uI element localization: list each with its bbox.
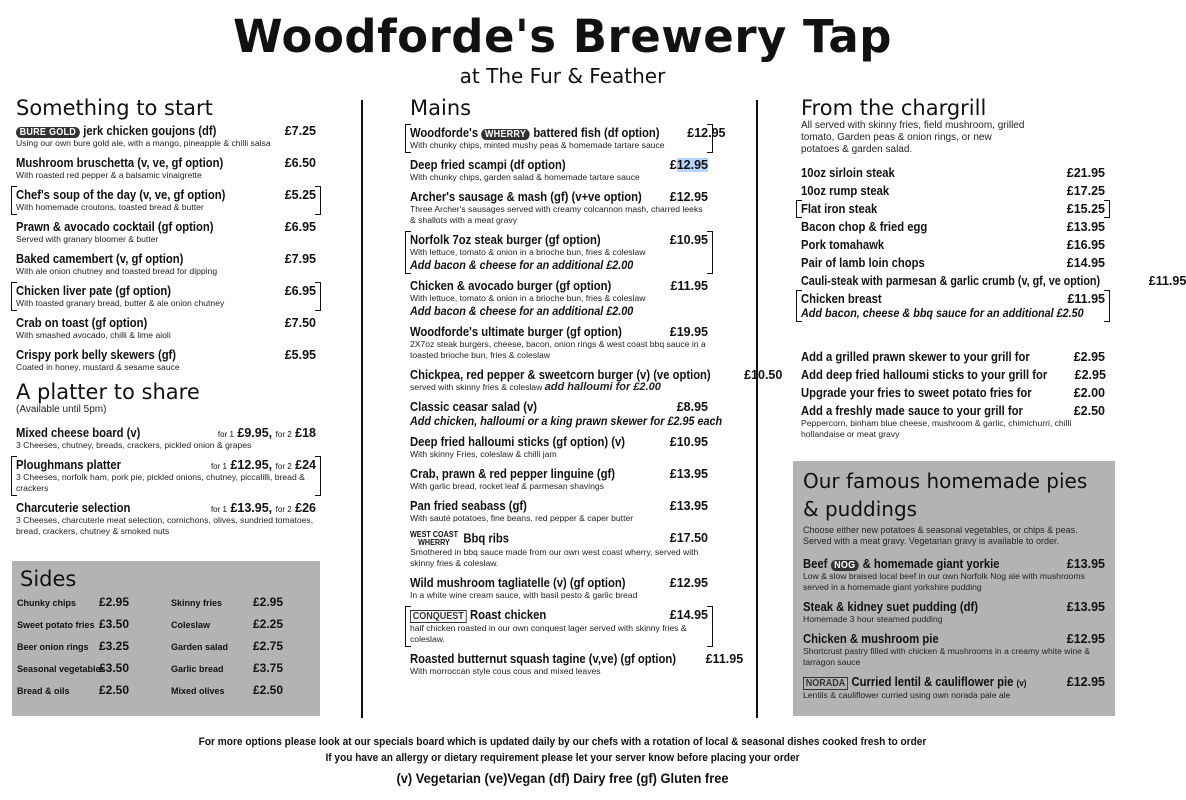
item-description: With sauté potatoes, fine beans, red pepper & caper butter [410, 513, 634, 523]
grill-column [801, 96, 1186, 447]
item-name: 10oz rump steak [801, 184, 890, 198]
item-name: Chicken & avocado burger (gf option) [410, 279, 612, 293]
grill-addon [801, 350, 1105, 364]
item-description: Coated in honey, mustard & sesame sauce [16, 362, 180, 372]
item-price: £12.95 [1066, 675, 1105, 689]
menu-item [410, 233, 708, 272]
item-price: £13.95 [1066, 600, 1105, 614]
menu-item [801, 274, 1186, 288]
bracket-mark [707, 124, 713, 153]
menu-item [16, 252, 316, 277]
addon-description: Peppercorn, binham blue cheese, mushroom & garlic, chimichurri, chilli hollandaise or meat gravy [801, 418, 1072, 439]
item-price: £17.25 [1066, 184, 1105, 198]
section-heading-platter: A platter to share [16, 380, 200, 404]
sides-list [17, 595, 317, 697]
menu-item [410, 368, 783, 393]
side-name: Seasonal vegetables [17, 664, 106, 674]
item-description: With lettuce, tomato & onion in a brioche bun, fries & coleslaw [410, 247, 646, 257]
side-price: £2.75 [253, 639, 284, 653]
column-divider [756, 100, 758, 718]
item-description: With lettuce, tomato & onion in a brioche bun, fries & coleslaw [410, 293, 646, 303]
menu-item [410, 400, 723, 428]
section-heading-start: Something to start [16, 96, 213, 120]
menu-item [16, 156, 316, 181]
starters-column [16, 96, 316, 544]
section-heading-mains: Mains [410, 96, 472, 120]
item-description: Three Archer's sausages served with creamy colcannon mash, charred leeks & shallots with a meat gravy [410, 204, 703, 225]
item-addon: Add bacon & cheese for an additional £2.00 [410, 258, 634, 272]
item-description: Shortcrust pastry filled with chicken & mushrooms in a creamy white wine & tarragon sauce [803, 646, 1091, 667]
item-description: 2X7oz steak burgers, cheese, bacon, onion rings & west coast bbq sauce in a toasted brioche bun, fries & coleslaw [410, 339, 706, 360]
item-price: £12.95 [669, 158, 708, 172]
item-description: With chunky chips, minted mushy peas & homemade tartare sauce [410, 140, 665, 150]
item-description: Low & slow braised local beef in our own Norfolk Nog ale with mushrooms served in a homemade giant yorkshire pudding [803, 571, 1085, 592]
bracket-mark [1104, 200, 1110, 218]
bracket-mark [315, 282, 321, 311]
item-name: Crispy pork belly skewers (gf) [16, 348, 177, 362]
item-name: Ploughmans platter [16, 458, 122, 472]
item-description: Served with granary bloomer & butter [16, 234, 159, 244]
item-description: half chicken roasted in our own conquest lager served with skinny fries & coleslaw. [410, 623, 687, 644]
menu-item [801, 220, 1105, 234]
item-name: Chef's soup of the day (v, ve, gf option) [16, 188, 226, 202]
menu-item [16, 348, 316, 373]
item-name: Wild mushroom tagliatelle (v) (gf option) [410, 576, 626, 590]
item-description: With ale onion chutney and toasted bread for dipping [16, 266, 218, 276]
menu-item [16, 501, 316, 537]
item-price: £7.95 [284, 252, 316, 266]
sides-panel [12, 561, 320, 716]
item-name: Crab, prawn & red pepper linguine (gf) [410, 467, 616, 481]
item-addon: Add bacon & cheese for an additional £2.00 [410, 304, 634, 318]
item-description: With skinny Fries, coleslaw & chilli jam [410, 449, 557, 459]
item-name: Crab on toast (gf option) [16, 316, 148, 330]
addon-name: Add a grilled prawn skewer to your grill for [801, 350, 1030, 364]
item-description: With garlic bread, rocket leaf & parmesan shavings [410, 481, 604, 491]
menu-item [801, 184, 1105, 198]
side-price: £2.25 [253, 617, 284, 631]
menu-item [16, 220, 316, 245]
item-name: Cauli-steak with parmesan & garlic crumb (v, gf, ve option) [801, 274, 1101, 288]
mains-column [410, 96, 783, 684]
item-description: Smothered in bbq sauce made from our own west coast wherry, served with skinny fries & coleslaw. [410, 547, 699, 568]
item-addon: Add chicken, halloumi or a king prawn skewer for £2.95 each [410, 414, 723, 428]
item-price: £6.50 [284, 156, 316, 170]
item-price: £19.95 [669, 325, 708, 339]
side-name: Garlic bread [171, 664, 224, 674]
menu-item [410, 325, 708, 361]
side-name: Sweet potato fries [17, 620, 95, 630]
item-description: With homemade croutons, toasted bread & butter [16, 202, 204, 212]
side-price: £2.95 [253, 595, 284, 609]
item-name: Baked camembert (v, gf option) [16, 252, 184, 266]
item-price: for 1 £13.95, for 2 £26 [210, 501, 316, 515]
menu-item [410, 435, 708, 460]
item-name: Deep fried scampi (df option) [410, 158, 566, 172]
menu-item: Woodforde's WHERRY battered fish (df option) £12.95 With chunky chips, minted mushy peas & homemade tartare sauce [410, 126, 708, 151]
side-name: Bread & oils [17, 686, 70, 696]
item-description: Homemade 3 hour steamed pudding [803, 614, 943, 624]
side-name: Garden salad [171, 642, 229, 652]
item-name: Pair of lamb loin chops [801, 256, 925, 270]
pies-note: Choose either new potatoes & seasonal vegetables, or chips & peas. Served with a meat gravy. Vegetarian gravy is available to order. [803, 525, 1078, 546]
item-name: Pork tomahawk [801, 238, 885, 252]
menu-item: CONQUEST Roast chicken £14.95 half chicken roasted in our own conquest lager served with skinny fries & coleslaw. [410, 608, 708, 645]
item-price: £14.95 [669, 608, 708, 622]
menu-item [410, 576, 708, 601]
item-name: 10oz sirloin steak [801, 166, 895, 180]
dietary-legend: (v) Vegetarian (ve)Vegan (df) Dairy free (gf) Gluten free [396, 770, 729, 786]
item-description: 3 Cheeses, charcuterie meat selection, cornichons, olives, sundried tomatoes, bread, crackers, chutney & smoked nuts [16, 515, 314, 536]
bracket-mark [315, 186, 321, 215]
item-description: 3 Cheeses, norfolk ham, pork pie, pickled onions, chutney, piccalilli, bread & crackers [16, 472, 305, 493]
menu-item [410, 499, 708, 524]
item-price: £15.25 [1066, 202, 1105, 216]
item-name: Woodforde's ultimate burger (gf option) [410, 325, 622, 339]
item-name: Bacon chop & fried egg [801, 220, 928, 234]
item-price: £13.95 [1066, 220, 1105, 234]
page-subtitle: at The Fur & Feather [459, 64, 666, 88]
addon-price: £2.95 [1074, 368, 1106, 382]
item-price: £12.95 [669, 576, 708, 590]
side-price: £2.50 [253, 683, 284, 697]
item-price: for 1 £9.95, for 2 £18 [217, 426, 316, 440]
bracket-mark [707, 231, 713, 274]
item-name: Mushroom bruschetta (v, ve, gf option) [16, 156, 224, 170]
item-description: served with skinny fries & coleslaw add halloumi for £2.00 [410, 381, 661, 393]
menu-item [801, 202, 1105, 216]
item-name: Chickpea, red pepper & sweetcorn burger (v) (ve option) [410, 368, 711, 382]
item-name: Norfolk 7oz steak burger (gf option) [410, 233, 601, 247]
page-title: Woodforde's Brewery Tap [233, 10, 892, 63]
item-price: £8.95 [676, 400, 708, 414]
menu-item [410, 158, 708, 183]
item-name: Deep fried halloumi sticks (gf option) (v) [410, 435, 626, 449]
grill-addon [801, 368, 1105, 382]
item-price: £5.95 [284, 348, 316, 362]
menu-item [801, 166, 1105, 180]
addon-name: Upgrade your fries to sweet potato fries for [801, 386, 1032, 400]
menu-item [410, 467, 708, 492]
menu-item: NORADA Curried lentil & cauliflower pie (v) £12.95 Lentils & cauliflower curried using own norada pale ale [803, 675, 1105, 700]
grill-note: All served with skinny fries, field mushroom, grilled tomato, Garden peas & onion rings, or new potatoes & garden salad. [801, 120, 1025, 155]
menu-item [801, 256, 1105, 270]
side-name: Chunky chips [17, 598, 77, 608]
item-name: Chicken liver pate (gf option) [16, 284, 172, 298]
side-name: Beer onion rings [17, 642, 89, 652]
section-heading-pies: Our famous homemade pies & puddings [803, 469, 1088, 521]
item-name: Chicken breast [801, 292, 882, 306]
bure-gold-badge: BURE GOLD [16, 127, 80, 138]
item-price: £6.95 [284, 284, 316, 298]
column-divider [361, 100, 363, 718]
item-price: £10.95 [669, 233, 708, 247]
side-price: £3.75 [253, 661, 284, 675]
item-name: Roasted butternut squash tagine (v,ve) (gf option) [410, 652, 677, 666]
menu-item: Beef NOG & homemade giant yorkie £13.95 Low & slow braised local beef in our own Norfolk Nog ale with mushrooms served in a homemade giant yorkshire pudding [803, 557, 1105, 592]
side-price: £2.95 [99, 595, 130, 609]
item-description: Lentils & cauliflower curried using own norada pale ale [803, 690, 1011, 700]
item-name: Archer's sausage & mash (gf) (v+ve option) [410, 190, 642, 204]
menu-item [803, 632, 1105, 668]
menu-item: BURE GOLD jerk chicken goujons (df) £7.25 Using our own bure gold ale, with a mango, pineapple & chilli salsa [16, 124, 316, 148]
menu-item [410, 652, 744, 677]
item-price: £10.95 [669, 435, 708, 449]
west-coast-wherry-logo: WEST COAST WHERRY [410, 530, 459, 547]
item-description: Using our own bure gold ale, with a mango, pineapple & chilli salsa [16, 138, 271, 148]
item-name: Chicken & mushroom pie [803, 632, 939, 646]
item-price: £7.50 [284, 316, 316, 330]
item-name: Classic ceasar salad (v) [410, 400, 537, 414]
item-addon: Add bacon, cheese & bbq sauce for an additional £2.50 [801, 306, 1084, 320]
item-price: £10.50 [744, 368, 783, 382]
addon-price: £2.95 [1073, 350, 1105, 364]
menu-item [16, 188, 316, 213]
item-price: £6.95 [284, 220, 316, 234]
bracket-mark [1104, 290, 1110, 322]
menu-item [16, 458, 316, 494]
item-price: £11.95 [1148, 274, 1186, 288]
item-price: £21.95 [1066, 166, 1105, 180]
menu-item [801, 292, 1105, 320]
item-price: £11.95 [705, 652, 744, 666]
grill-addon [801, 386, 1105, 400]
item-description: With morroccan style cous cous and mixed leaves [410, 666, 601, 676]
menu-item: WEST COAST WHERRY Bbq ribs £17.50 Smothered in bbq sauce made from our own west coast wherry, served with skinny fries & coleslaw. [410, 530, 708, 568]
platter-note: (Available until 5pm) [16, 404, 107, 415]
item-description: With toasted granary bread, butter & ale onion chutney [16, 298, 225, 308]
footer-specials-note: For more options please look at our specials board which is updated daily by our chefs with a rotation of local & seasonal dishes cooked fresh to order [198, 736, 927, 748]
item-price: £12.95 [687, 126, 726, 140]
grill-addon [801, 404, 1105, 440]
addon-name: Add a freshly made sauce to your grill for [801, 404, 1023, 418]
item-price: £7.25 [284, 124, 316, 138]
item-description: In a white wine cream sauce, with basil pesto & garlic bread [410, 590, 638, 600]
item-name: Steak & kidney suet pudding (df) [803, 600, 979, 614]
item-price: £17.50 [669, 531, 708, 546]
side-price: £2.50 [99, 683, 130, 697]
addon-price: £2.50 [1073, 404, 1105, 418]
item-price: £16.95 [1066, 238, 1105, 252]
menu-item [16, 316, 316, 341]
item-name: Prawn & avocado cocktail (gf option) [16, 220, 214, 234]
side-price: £3.25 [99, 639, 130, 653]
section-heading-grill: From the chargrill [801, 96, 987, 120]
item-name: Mixed cheese board (v) [16, 426, 141, 440]
text-selection[interactable]: 12.95 [676, 158, 708, 172]
menu-item [801, 238, 1105, 252]
menu-item [803, 600, 1105, 625]
item-price: £11.95 [670, 279, 708, 293]
menu-item [410, 190, 708, 226]
section-heading-sides: Sides [20, 567, 77, 591]
item-name: Pan fried seabass (gf) [410, 499, 527, 513]
item-name: Charcuterie selection [16, 501, 131, 515]
pies-panel [793, 461, 1115, 716]
norada-logo: NORADA [803, 677, 848, 690]
addon-price: £2.00 [1073, 386, 1105, 400]
item-price: £13.95 [669, 499, 708, 513]
conquest-logo: CONQUEST [410, 610, 466, 623]
side-name: Mixed olives [171, 686, 225, 696]
item-description: With smashed avocado, chilli & lime aioli [16, 330, 171, 340]
item-price: £11.95 [1067, 292, 1105, 306]
item-price: £12.95 [1066, 632, 1105, 646]
menu-item [410, 279, 708, 318]
side-name: Skinny fries [171, 598, 223, 608]
menu-item [16, 284, 316, 309]
item-price: for 1 £12.95, for 2 £24 [210, 458, 316, 472]
item-price: £12.95 [669, 190, 708, 204]
wherry-badge: WHERRY [481, 129, 529, 140]
side-price: £3.50 [99, 661, 130, 675]
addon-name: Add deep fried halloumi sticks to your grill for [801, 368, 1048, 382]
item-description: With roasted red pepper & a balsamic vinaigrette [16, 170, 202, 180]
bracket-mark [707, 606, 713, 647]
item-description: With chunky chips, garden salad & homemade tartare sauce [410, 172, 640, 182]
menu-item [16, 426, 316, 451]
item-name: Flat iron steak [801, 202, 878, 216]
item-price: £5.25 [284, 188, 316, 202]
item-price: £13.95 [669, 467, 708, 481]
nog-badge: NOG [831, 560, 860, 571]
side-price: £3.50 [99, 617, 130, 631]
item-price: £14.95 [1066, 256, 1105, 270]
footer-allergy-note: If you have an allergy or dietary requirement please let your server know before placing your order [325, 752, 800, 764]
item-description: 3 Cheeses, chutney, breads, crackers, pickled onion & grapes [16, 440, 252, 450]
item-price: £13.95 [1066, 557, 1105, 571]
bracket-mark [315, 456, 321, 496]
side-name: Coleslaw [171, 620, 211, 630]
